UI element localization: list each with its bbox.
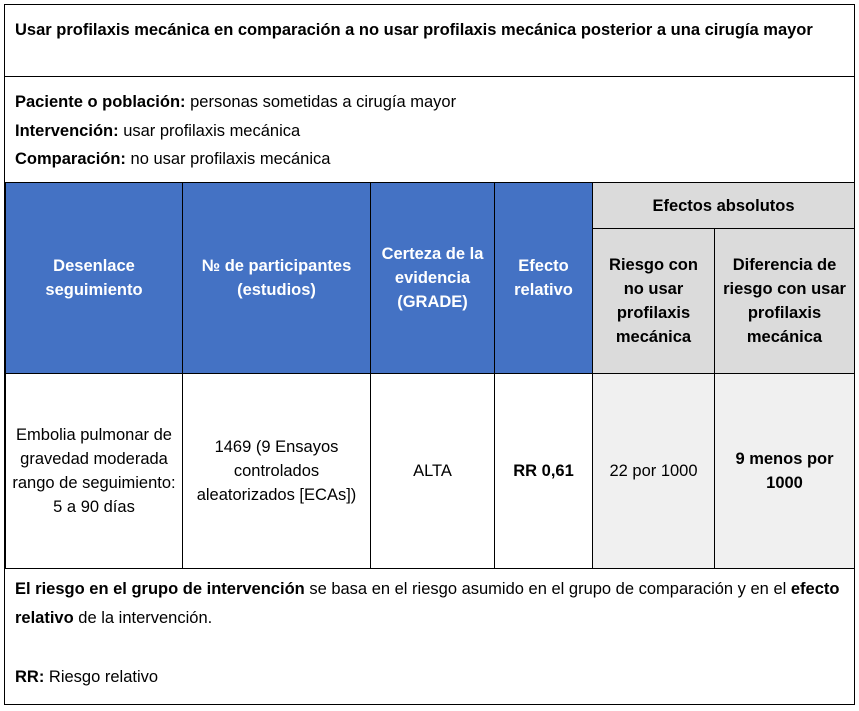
footnote-text-2: de la intervención. xyxy=(73,609,213,627)
cell-relative-effect: RR 0,61 xyxy=(495,374,593,569)
abbreviation-label: RR: xyxy=(15,668,45,686)
header-relative-effect: Efecto relativo xyxy=(495,183,593,374)
summary-of-findings-table xyxy=(5,182,855,569)
header-risk-without: Riesgo con no usar profilaxis mecánica xyxy=(593,229,715,374)
document-title: Usar profilaxis mecánica en comparación a no usar profilaxis mecánica posterior a una cirugía mayor xyxy=(5,5,854,77)
intervention-label: Intervención: xyxy=(15,122,119,140)
table-row xyxy=(6,374,855,569)
header-outcome: Desenlace seguimiento xyxy=(6,183,183,374)
comparison-line xyxy=(15,148,330,170)
population-label: Paciente o población: xyxy=(15,93,186,111)
intervention-value: usar profilaxis mecánica xyxy=(118,122,301,140)
header-row-1 xyxy=(6,183,855,229)
header-risk-difference: Diferencia de riesgo con usar profilaxis mecánica xyxy=(715,229,855,374)
footnote-bold-2: efecto relativo xyxy=(15,580,840,627)
cell-risk-without: 22 por 1000 xyxy=(593,374,715,569)
comparison-label: Comparación: xyxy=(15,150,126,168)
population-line xyxy=(15,91,456,113)
footnote-baseline-risk xyxy=(15,575,845,633)
cell-risk-difference: 9 menos por 1000 xyxy=(715,374,855,569)
intervention-line xyxy=(15,120,300,142)
header-certainty: Certeza de la evidencia (GRADE) xyxy=(371,183,495,374)
cell-certainty: ALTA xyxy=(371,374,495,569)
population-value: personas sometidas a cirugía mayor xyxy=(185,93,457,111)
cell-participants: 1469 (9 Ensayos controlados aleatorizados [ECAs]) xyxy=(183,374,371,569)
summary-of-findings-document xyxy=(4,4,855,705)
footnote-abbreviation xyxy=(15,663,845,692)
footnote-text-1: se basa en el riesgo asumido en el grupo de comparación y en el xyxy=(304,580,791,598)
header-participants: № de participantes (estudios) xyxy=(183,183,371,374)
abbreviation-value: Riesgo relativo xyxy=(44,668,159,686)
comparison-value: no usar profilaxis mecánica xyxy=(125,150,331,168)
footnote-bold-1: El riesgo en el grupo de intervención xyxy=(15,580,305,598)
header-absolute-effects: Efectos absolutos xyxy=(593,183,855,229)
cell-outcome: Embolia pulmonar de gravedad moderada rango de seguimiento: 5 a 90 días xyxy=(6,374,183,569)
